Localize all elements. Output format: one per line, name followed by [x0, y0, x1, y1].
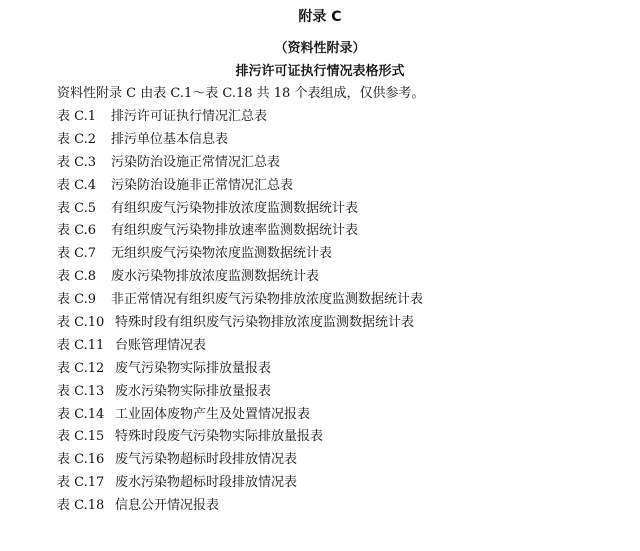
table-title: 废水污染物实际排放量报表	[115, 383, 272, 399]
table-title: 有组织废气污染物排放浓度监测数据统计表	[111, 200, 359, 216]
list-item	[57, 108, 423, 131]
table-number: 表 C.2	[57, 131, 97, 147]
table-number: 表 C.4	[57, 177, 97, 193]
table-title: 废气污染物实际排放量报表	[115, 360, 272, 376]
table-number: 表 C.15	[57, 429, 105, 445]
list-item	[57, 428, 423, 451]
list-item	[57, 497, 423, 520]
appendix-subtitle: （资料性附录）	[274, 41, 366, 56]
list-item	[57, 222, 423, 245]
table-number: 表 C.1	[57, 109, 97, 124]
appendix-heading: 排污许可证执行情况表格形式	[235, 64, 405, 79]
table-title: 排污许可证执行情况汇总表	[111, 109, 268, 124]
intro-paragraph: 资料性附录 C 由表 C.1～表 C.18 共 18 个表组成，仅供参考。	[57, 86, 425, 101]
table-number: 表 C.8	[57, 269, 97, 285]
table-title: 废水污染物超标时段排放情况表	[115, 475, 298, 491]
appendix-title: 附录 C	[298, 9, 342, 25]
list-item	[57, 474, 423, 497]
list-item	[57, 451, 423, 474]
table-number: 表 C.5	[57, 200, 97, 216]
table-title: 工业固体废物产生及处置情况报表	[115, 406, 311, 422]
list-item	[57, 268, 423, 291]
list-item	[57, 383, 423, 406]
table-title: 无组织废气污染物浓度监测数据统计表	[111, 246, 333, 262]
table-number: 表 C.14	[57, 406, 105, 422]
table-number: 表 C.16	[57, 452, 105, 468]
list-item	[57, 200, 423, 223]
table-number: 表 C.6	[57, 223, 97, 239]
table-title: 特殊时段废气污染物实际排放量报表	[115, 429, 324, 445]
table-title: 特殊时段有组织废气污染物排放浓度监测数据统计表	[115, 315, 415, 331]
table-title: 台账管理情况表	[115, 337, 207, 353]
table-number: 表 C.9	[57, 292, 97, 308]
table-title: 排污单位基本信息表	[111, 131, 229, 147]
table-number: 表 C.12	[57, 360, 105, 376]
table-title: 非正常情况有组织废气污染物排放浓度监测数据统计表	[111, 292, 424, 308]
table-number: 表 C.18	[57, 498, 105, 514]
table-title: 污染防治设施非正常情况汇总表	[111, 177, 294, 193]
list-item	[57, 337, 423, 360]
list-item	[57, 291, 423, 314]
table-number: 表 C.3	[57, 154, 97, 170]
list-item	[57, 406, 423, 429]
list-item	[57, 154, 423, 177]
table-list	[57, 108, 423, 520]
table-title: 废气污染物超标时段排放情况表	[115, 452, 298, 468]
table-number: 表 C.10	[57, 315, 105, 331]
list-item	[57, 245, 423, 268]
table-number: 表 C.11	[57, 337, 105, 353]
table-title: 信息公开情况报表	[115, 498, 220, 514]
list-item	[57, 177, 423, 200]
table-title: 污染防治设施正常情况汇总表	[111, 154, 281, 170]
table-number: 表 C.13	[57, 383, 105, 399]
table-number: 表 C.17	[57, 475, 105, 491]
list-item	[57, 131, 423, 154]
table-title: 废水污染物排放浓度监测数据统计表	[111, 269, 320, 285]
table-title: 有组织废气污染物排放速率监测数据统计表	[111, 223, 359, 239]
list-item	[57, 314, 423, 337]
table-number: 表 C.7	[57, 246, 97, 262]
list-item	[57, 360, 423, 383]
